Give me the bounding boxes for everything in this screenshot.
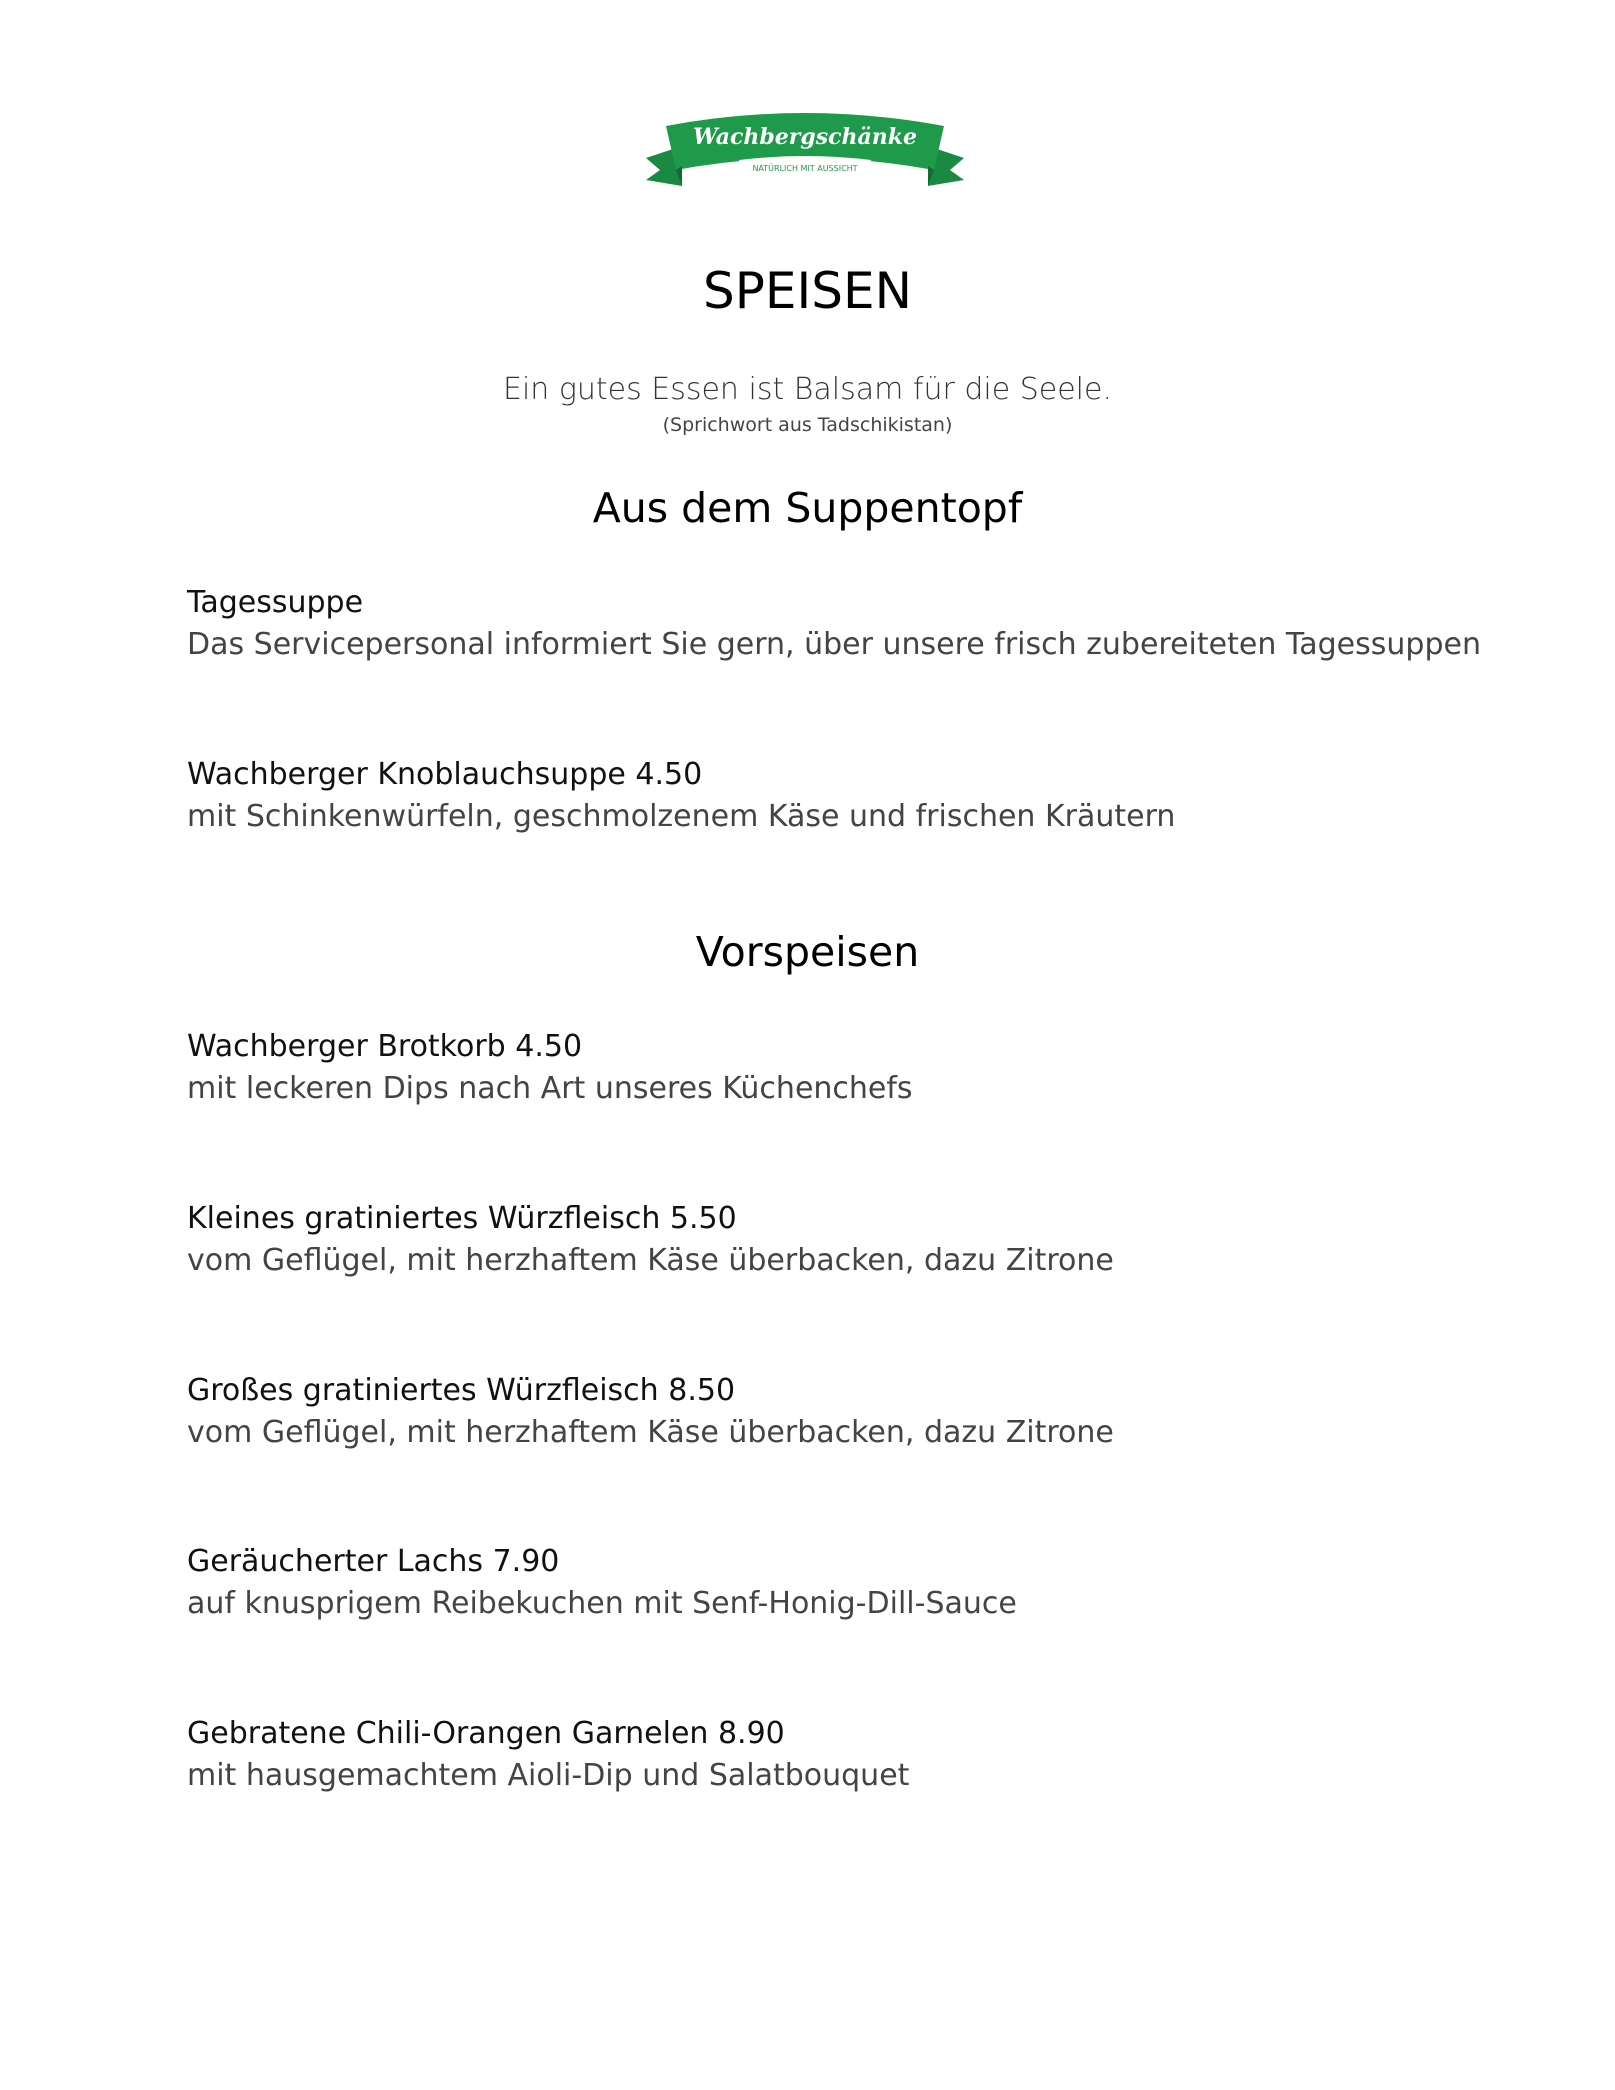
logo-name: Wachbergschänke	[692, 124, 918, 150]
quote-source: (Sprichwort aus Tadschikistan)	[662, 414, 953, 436]
restaurant-logo	[644, 108, 966, 198]
menu-item-name: Wachberger Knoblauchsuppe 4.50	[187, 757, 703, 792]
banner-logo-icon	[644, 108, 966, 198]
menu-item-description: vom Geflügel, mit herzhaftem Käse überbacken, dazu Zitrone	[187, 1243, 1114, 1278]
menu-item	[187, 1370, 1487, 1454]
menu-item-description: vom Geflügel, mit herzhaftem Käse überbacken, dazu Zitrone	[187, 1415, 1114, 1450]
menu-item	[187, 1198, 1487, 1282]
menu-item-description: mit hausgemachtem Aioli-Dip und Salatbouquet	[187, 1758, 910, 1793]
menu-item-name: Gebratene Chili-Orangen Garnelen 8.90	[187, 1716, 785, 1751]
menu-item-name: Tagessuppe	[187, 585, 364, 620]
menu-item	[187, 754, 1487, 838]
menu-item	[187, 582, 1487, 666]
menu-item-name: Großes gratiniertes Würzfleisch 8.50	[187, 1373, 736, 1408]
menu-item-name: Geräucherter Lachs 7.90	[187, 1544, 560, 1579]
menu-item-description: mit leckeren Dips nach Art unseres Küchenchefs	[187, 1071, 913, 1106]
section-heading-soups: Aus dem Suppentopf	[592, 484, 1023, 532]
menu-item-description: Das Servicepersonal informiert Sie gern, über unsere frisch zubereiteten Tagessuppen	[187, 627, 1481, 662]
menu-item-description: mit Schinkenwürfeln, geschmolzenem Käse und frischen Kräutern	[187, 799, 1176, 834]
section-heading-starters: Vorspeisen	[695, 928, 920, 976]
menu-item	[187, 1026, 1487, 1110]
quote-text: Ein gutes Essen ist Balsam für die Seele.	[503, 372, 1112, 407]
logo-tagline: NATÜRLICH MIT AUSSICHT	[752, 164, 858, 173]
page-title: SPEISEN	[703, 262, 912, 320]
menu-item	[187, 1713, 1487, 1797]
menu-item-name: Kleines gratiniertes Würzfleisch 5.50	[187, 1201, 737, 1236]
menu-item-description: auf knusprigem Reibekuchen mit Senf-Honig-Dill-Sauce	[187, 1586, 1017, 1621]
menu-item	[187, 1541, 1487, 1625]
menu-item-name: Wachberger Brotkorb 4.50	[187, 1029, 583, 1064]
